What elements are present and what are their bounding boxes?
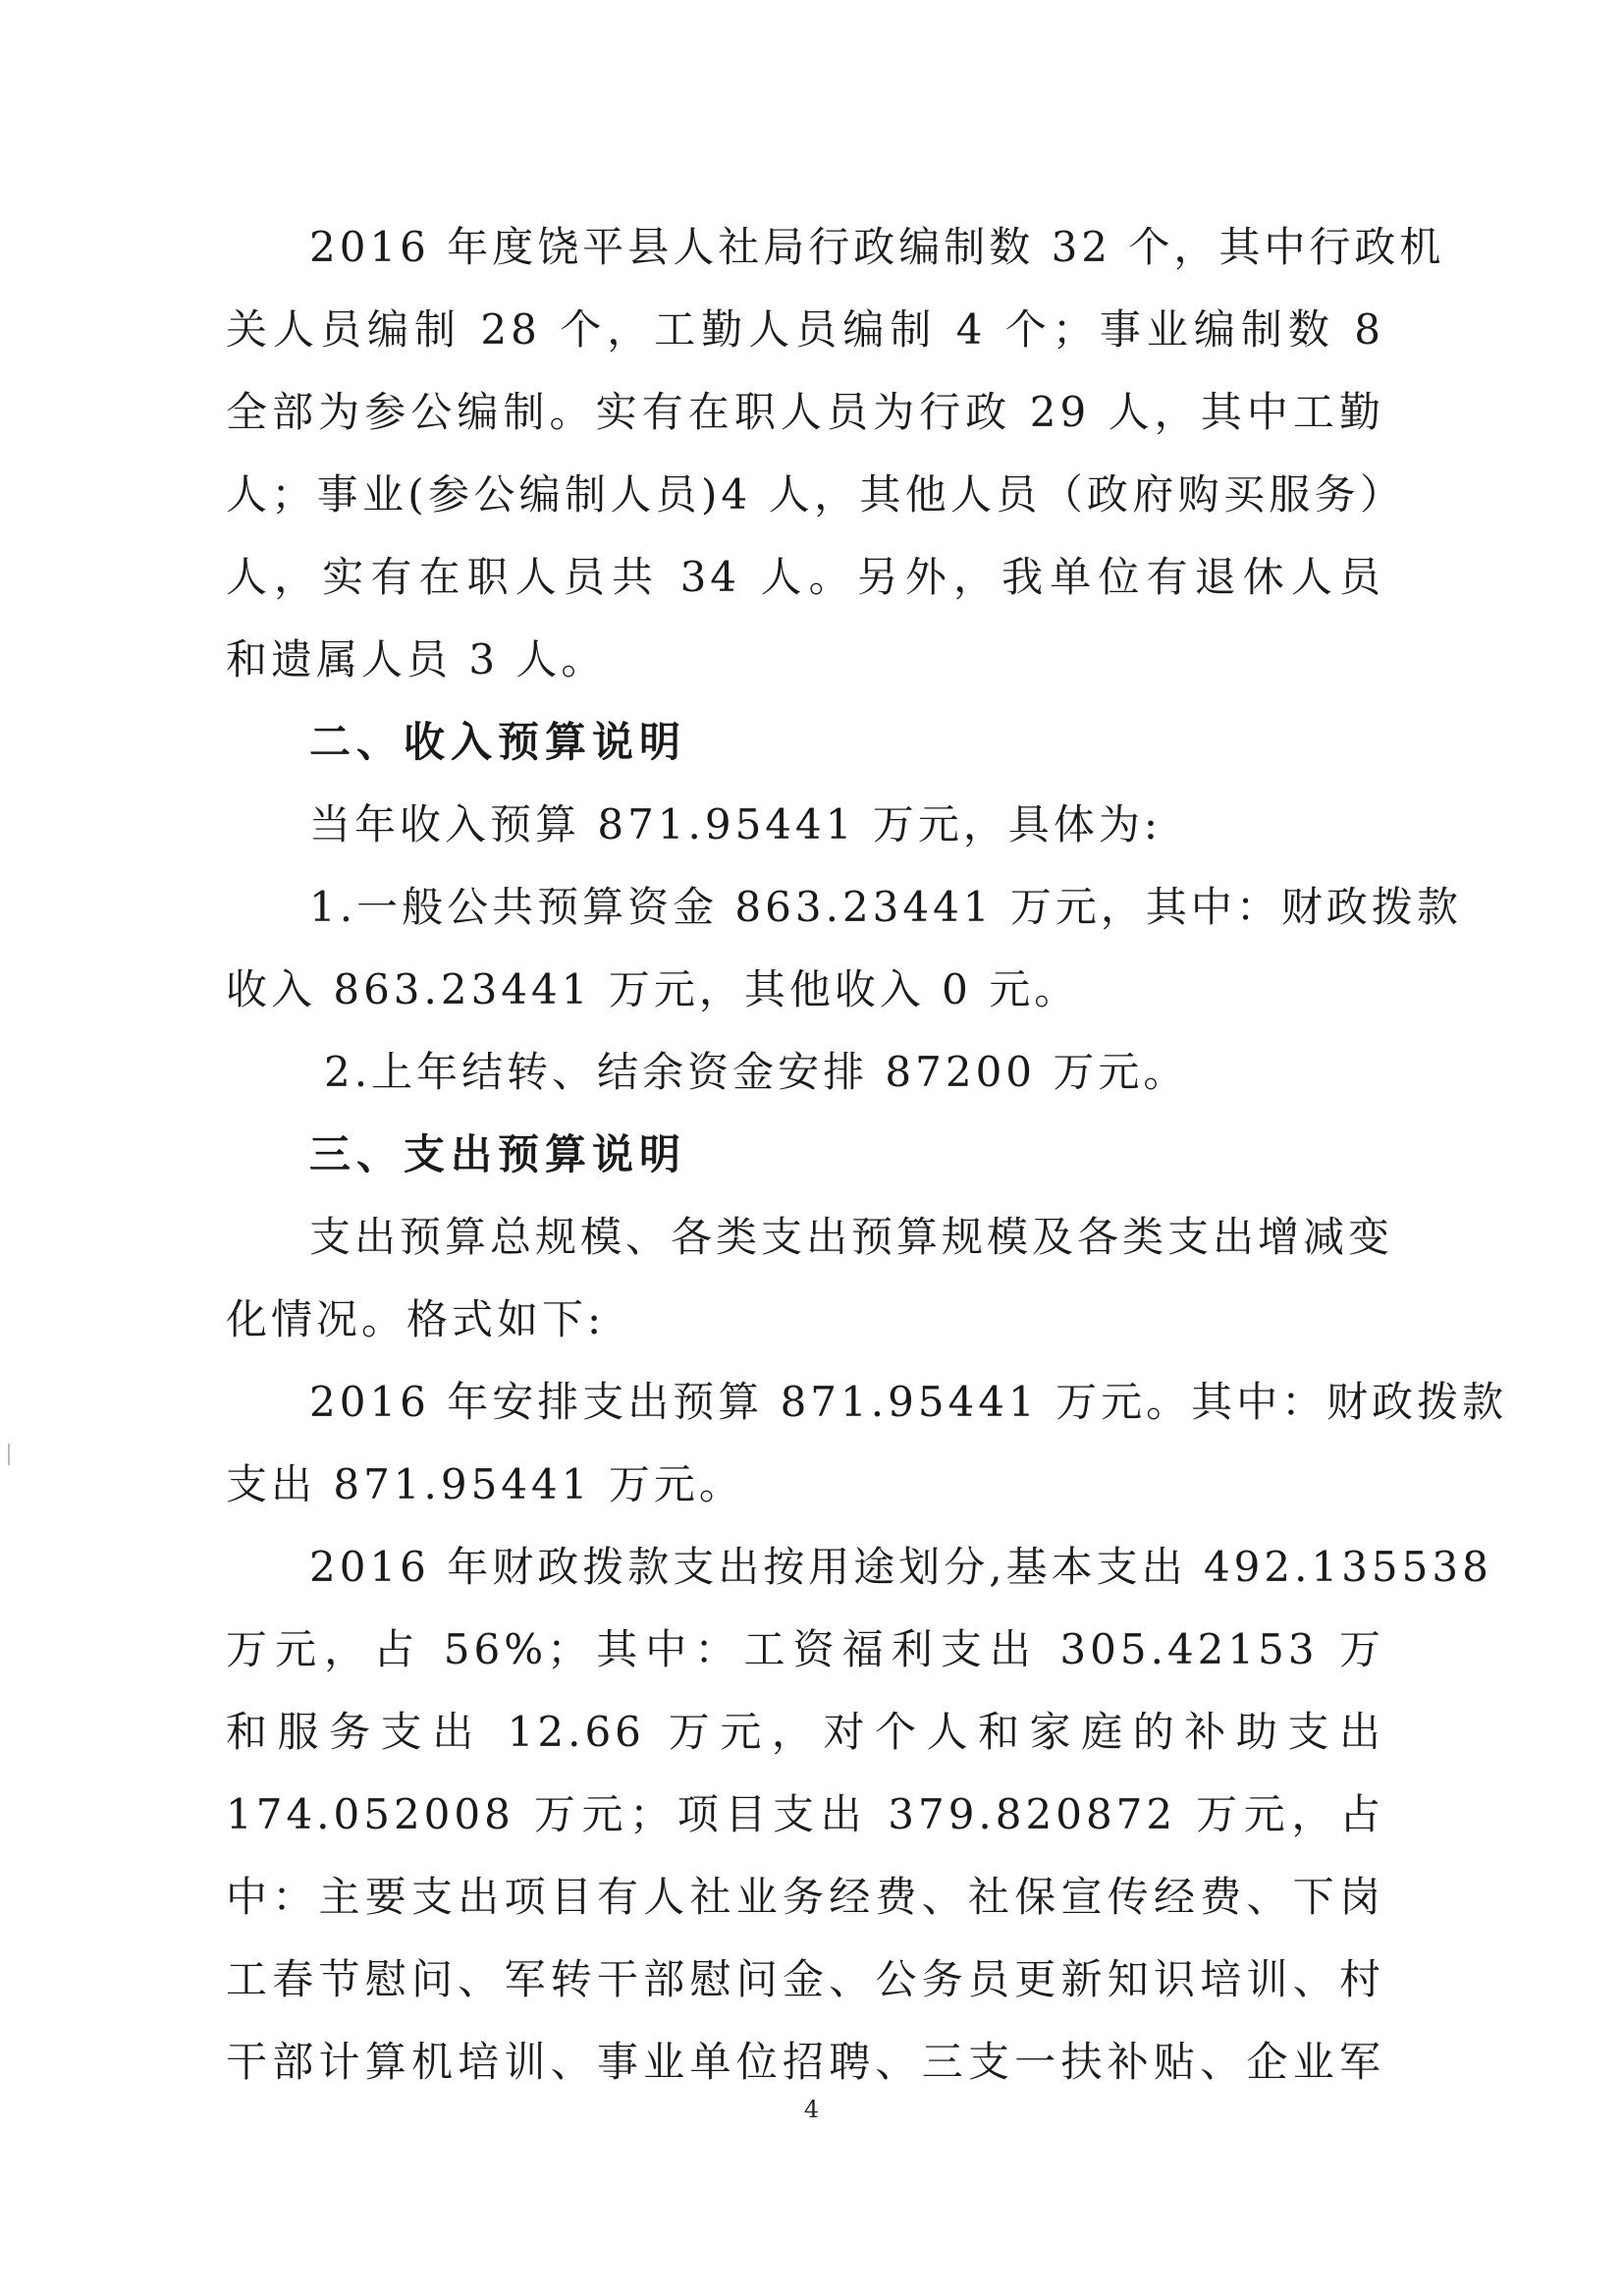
- staffing-line-4: 人；事业(参公编制人员)4 人，其他人员（政府购买服务）: [226, 470, 1384, 519]
- scan-edge-mark: [8, 1444, 10, 1465]
- income-heading: 二、收入预算说明: [309, 718, 687, 766]
- page-number: 4: [803, 2096, 820, 2123]
- expense-total-line-1: 2016 年安排支出预算 871.95441 万元。其中：财政拨款: [309, 1378, 1508, 1426]
- expense-detail-line-5: 中：主要支出项目有人社业务经费、社保宣传经费、下岗: [226, 1873, 1384, 1921]
- expense-detail-line-4: 174.052008 万元；项目支出 379.820872 万元，占: [226, 1790, 1384, 1838]
- expense-detail-line-1: 2016 年财政拨款支出按用途划分,基本支出 492.135538: [309, 1543, 1492, 1591]
- expense-detail-line-7: 干部计算机培训、事业单位招聘、三支一扶补贴、企业军: [226, 2038, 1384, 2086]
- expense-detail-line-2: 万元，占 56%；其中：工资福利支出 305.42153 万: [226, 1625, 1384, 1673]
- income-line-3: 收入 863.23441 万元，其他收入 0 元。: [226, 965, 1080, 1013]
- staffing-line-5: 人，实有在职人员共 34 人。另外，我单位有退休人员: [226, 553, 1384, 601]
- income-line-4: 2.上年结转、结余资金安排 87200 万元。: [324, 1048, 1189, 1096]
- income-line-1: 当年收入预算 871.95441 万元，具体为:: [309, 800, 1162, 848]
- staffing-line-2: 关人员编制 28 个，工勤人员编制 4 个；事业编制数 8: [226, 305, 1384, 354]
- expense-intro-line-1: 支出预算总规模、各类支出预算规模及各类支出增减变: [309, 1213, 1394, 1261]
- staffing-line-1: 2016 年度饶平县人社局行政编制数 32 个，其中行政机: [309, 223, 1445, 271]
- expense-detail-line-3: 和服务支出 12.66 万元，对个人和家庭的补助支出: [226, 1708, 1384, 1756]
- expense-detail-line-6: 工春节慰问、军转干部慰问金、公务员更新知识培训、村: [226, 1955, 1384, 2003]
- expense-total-line-2: 支出 871.95441 万元。: [226, 1460, 744, 1508]
- staffing-line-6: 和遗属人员 3 人。: [226, 635, 607, 683]
- income-line-2: 1.一般公共预算资金 863.23441 万元，其中：财政拨款: [309, 883, 1462, 931]
- expense-heading: 三、支出预算说明: [309, 1130, 687, 1178]
- staffing-line-3: 全部为参公编制。实有在职人员为行政 29 人，其中工勤: [226, 388, 1384, 436]
- expense-intro-line-2: 化情况。格式如下:: [226, 1295, 606, 1343]
